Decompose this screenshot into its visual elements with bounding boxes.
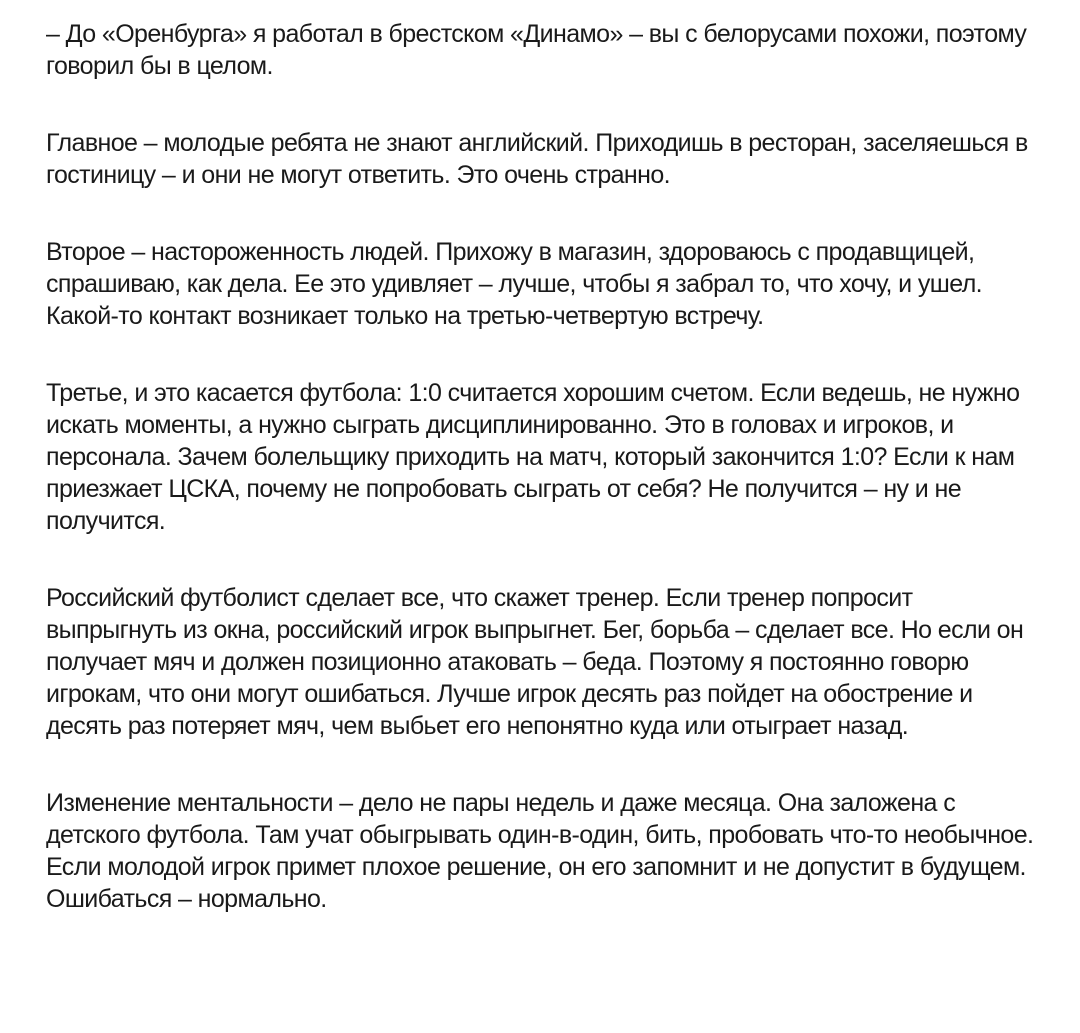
paragraph-football-score: Третье, и это касается футбола: 1:0 считается хорошим счетом. Если ведешь, не нужно искать моменты, а нужно сыграть дисциплинированно. Это в головах и игроков, и персонала. Зачем болельщику приходить на матч, который закончится 1:0? Если к нам приезжает ЦСКА, почему не попробовать сыграть от себя? Не получится – ну и не получится. [46, 379, 1020, 535]
paragraph-orenburg-intro: – До «Оренбурга» я работал в брестском «Динамо» – вы с белорусами похожи, поэтому говорил бы в целом. [46, 20, 1027, 80]
article-body [46, 18, 1046, 915]
paragraph-english-language: Главное – молодые ребята не знают английский. Приходишь в ресторан, заселяешься в гостиницу – и они не могут ответить. Это очень странно. [46, 129, 1028, 189]
paragraph-people-wariness: Второе – настороженность людей. Прихожу в магазин, здороваюсь с продавщицей, спрашиваю, как дела. Ее это удивляет – лучше, чтобы я забрал то, что хочу, и ушел. Какой-то контакт возникает только на третью-четвертую встречу. [46, 238, 983, 330]
paragraph-russian-footballer: Российский футболист сделает все, что скажет тренер. Если тренер попросит выпрыгнуть из окна, российский игрок выпрыгнет. Бег, борьба – сделает все. Но если он получает мяч и должен позиционно атаковать – беда. Поэтому я постоянно говорю игрокам, что они могут ошибаться. Лучше игрок десять раз пойдет на обострение и десять раз потеряет мяч, чем выбьет его непонятно куда или отыграет назад. [46, 584, 1024, 740]
paragraph-mentality-change: Изменение ментальности – дело не пары недель и даже месяца. Она заложена с детского футбола. Там учат обыгрывать один-в-один, бить, пробовать что-то необычное. Если молодой игрок примет плохое решение, он его запомнит и не допустит в будущем. Ошибаться – нормально. [46, 789, 1034, 913]
